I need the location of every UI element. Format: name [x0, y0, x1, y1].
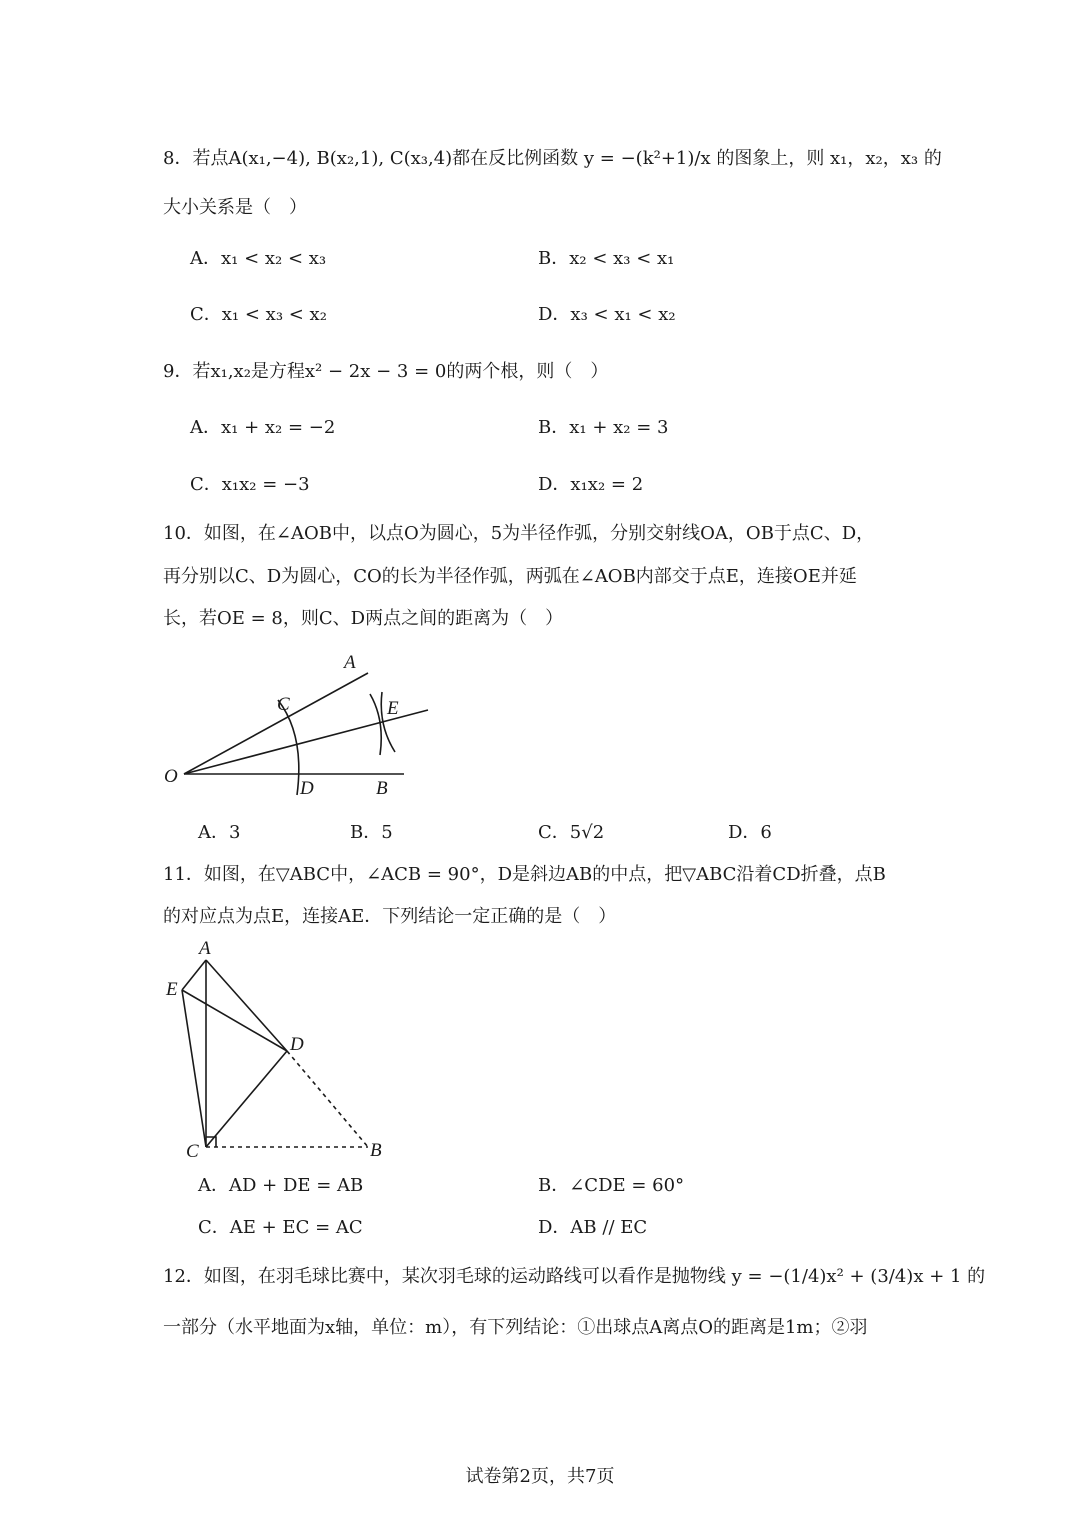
q12-stem-line2: 一部分（水平地面为x轴，单位：m），有下列结论：①出球点A离点O的距离是1m；②羽: [163, 1317, 868, 1338]
q10-option-b: B．5: [350, 822, 393, 843]
q9-option-a: A．x₁ + x₂ = −2: [190, 417, 336, 438]
q8-option-a: A．x₁ < x₂ < x₃: [190, 248, 327, 269]
q10-option-c: C．5√2: [538, 822, 605, 843]
q11-option-d: D．AB // EC: [538, 1217, 648, 1238]
q11-stem-line1: 11．如图，在▽ABC中，∠ACB = 90°，D是斜边AB的中点，把▽ABC沿着CD折叠，点B: [163, 864, 886, 885]
q8-stem-line1: 8．若点A(x₁,−4), B(x₂,1), C(x₃,4)都在反比例函数 y = −(k²+1)/x 的图象上，则 x₁，x₂，x₃ 的: [163, 148, 942, 169]
q10-option-d: D．6: [728, 822, 772, 843]
q10-label-d: D: [300, 778, 314, 799]
q10-label-b: B: [376, 778, 388, 799]
page-footer: 试卷第2页，共7页: [465, 1466, 615, 1487]
q10-option-a: A．3: [198, 822, 241, 843]
q10-label-c: C: [277, 694, 290, 715]
q10-label-e: E: [387, 698, 399, 719]
segment-ad: [206, 960, 287, 1051]
segment-ae: [182, 960, 206, 990]
q11-figure: [160, 940, 390, 1160]
q9-option-d: D．x₁x₂ = 2: [538, 474, 644, 495]
q8-option-d: D．x₃ < x₁ < x₂: [538, 304, 676, 325]
segment-cd: [206, 1051, 287, 1147]
segment-ec: [182, 990, 206, 1147]
q10-label-a: A: [344, 652, 356, 673]
q12-stem-line1: 12．如图，在羽毛球比赛中，某次羽毛球的运动路线可以看作是抛物线 y = −(1/4)x² + (3/4)x + 1 的: [163, 1266, 986, 1287]
q8-option-c: C．x₁ < x₃ < x₂: [190, 304, 327, 325]
q11-label-a: A: [199, 938, 211, 959]
q11-option-c: C．AE + EC = AC: [198, 1217, 363, 1238]
q11-stem-line2: 的对应点为点E，连接AE．下列结论一定正确的是（ ）: [163, 906, 617, 927]
q10-stem-line2: 再分别以C、D为圆心，CO的长为半径作弧，两弧在∠AOB内部交于点E，连接OE并延: [163, 566, 857, 587]
q11-option-a: A．AD + DE = AB: [198, 1175, 364, 1196]
q9-option-c: C．x₁x₂ = −3: [190, 474, 310, 495]
q10-label-o: O: [164, 766, 178, 787]
q9-option-b: B．x₁ + x₂ = 3: [538, 417, 669, 438]
q10-stem-line1: 10．如图，在∠AOB中，以点O为圆心，5为半径作弧，分别交射线OA，OB于点C、D，: [163, 523, 875, 544]
q8-stem-line2: 大小关系是（ ）: [163, 197, 307, 218]
q10-stem-line3: 长，若OE = 8，则C、D两点之间的距离为（ ）: [163, 608, 564, 629]
q11-label-e: E: [166, 979, 178, 1000]
segment-db: [287, 1051, 368, 1147]
q8-option-b: B．x₂ < x₃ < x₁: [538, 248, 675, 269]
ray-oa: [184, 673, 368, 774]
q11-option-b: B．∠CDE = 60°: [538, 1175, 685, 1196]
q11-label-d: D: [290, 1034, 304, 1055]
q11-label-b: B: [370, 1140, 382, 1161]
q11-label-c: C: [186, 1141, 199, 1162]
q9-stem: 9．若x₁,x₂是方程x² − 2x − 3 = 0的两个根，则（ ）: [163, 361, 609, 382]
segment-ed: [182, 990, 287, 1051]
